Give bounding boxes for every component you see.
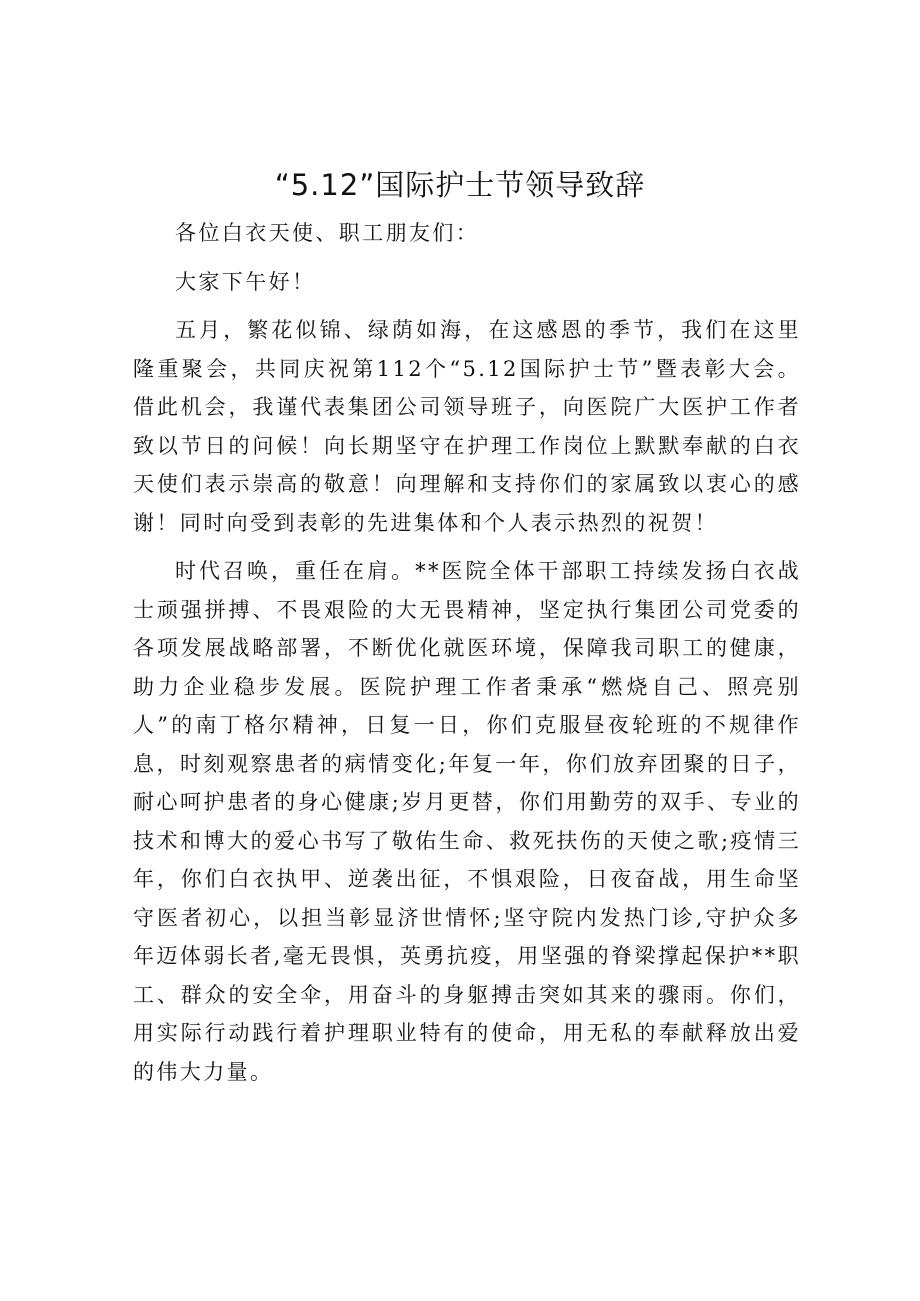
greeting: 大家下午好！ <box>175 269 316 294</box>
document-title: “5.12”国际护士节领导致辞 <box>274 168 646 202</box>
document-body <box>133 214 801 1101</box>
body-paragraph: 时代召唤，重任在肩。**医院全体干部职工持续发扬白衣战士顽强拼搏、不畏艰险的大无畏精神，坚定执行集团公司党委的各项发展战略部署，不断优化就医环境，保障我司职工的健康，助力企业稳步发展。医院护理工作者秉承“燃烧自己、照亮别人”的南丁格尔精神，日复一日，你们克服昼夜轮班的不规律作息，时刻观察患者的病情变化;年复一年，你们放弃团聚的日子，耐心呵护患者的身心健康;岁月更替，你们用勤劳的双手、专业的技术和博大的爱心书写了敬佑生命、救死扶伤的天使之歌;疫情三年，你们白衣执甲、逆袭出征，不惧艰险，日夜奋战，用生命坚守医者初心，以担当彰显济世情怀;坚守院内发热门诊,守护众多年迈体弱长者,毫无畏惧，英勇抗疫，用坚强的脊梁撑起保护**职工、群众的安全伞，用奋斗的身躯搏击突如其来的骤雨。你们，用实际行动践行着护理职业特有的使命，用无私的奉献释放出爱的伟大力量。 <box>133 559 801 1084</box>
salutation: 各位白衣天使、职工朋友们： <box>175 221 480 245</box>
body-paragraph: 五月，繁花似锦、绿荫如海，在这感恩的季节，我们在这里隆重聚会，共同庆祝第112个“5.12国际护士节”暨表彰大会。借此机会，我谨代表集团公司领导班子，向医院广大医护工作者致以节日的问候！向长期坚守在护理工作岗位上默默奉献的白衣天使们表示崇高的敬意！向理解和支持你们的家属致以衷心的感谢！同时向受到表彰的先进集体和个人表示热烈的祝贺！ <box>133 318 801 535</box>
